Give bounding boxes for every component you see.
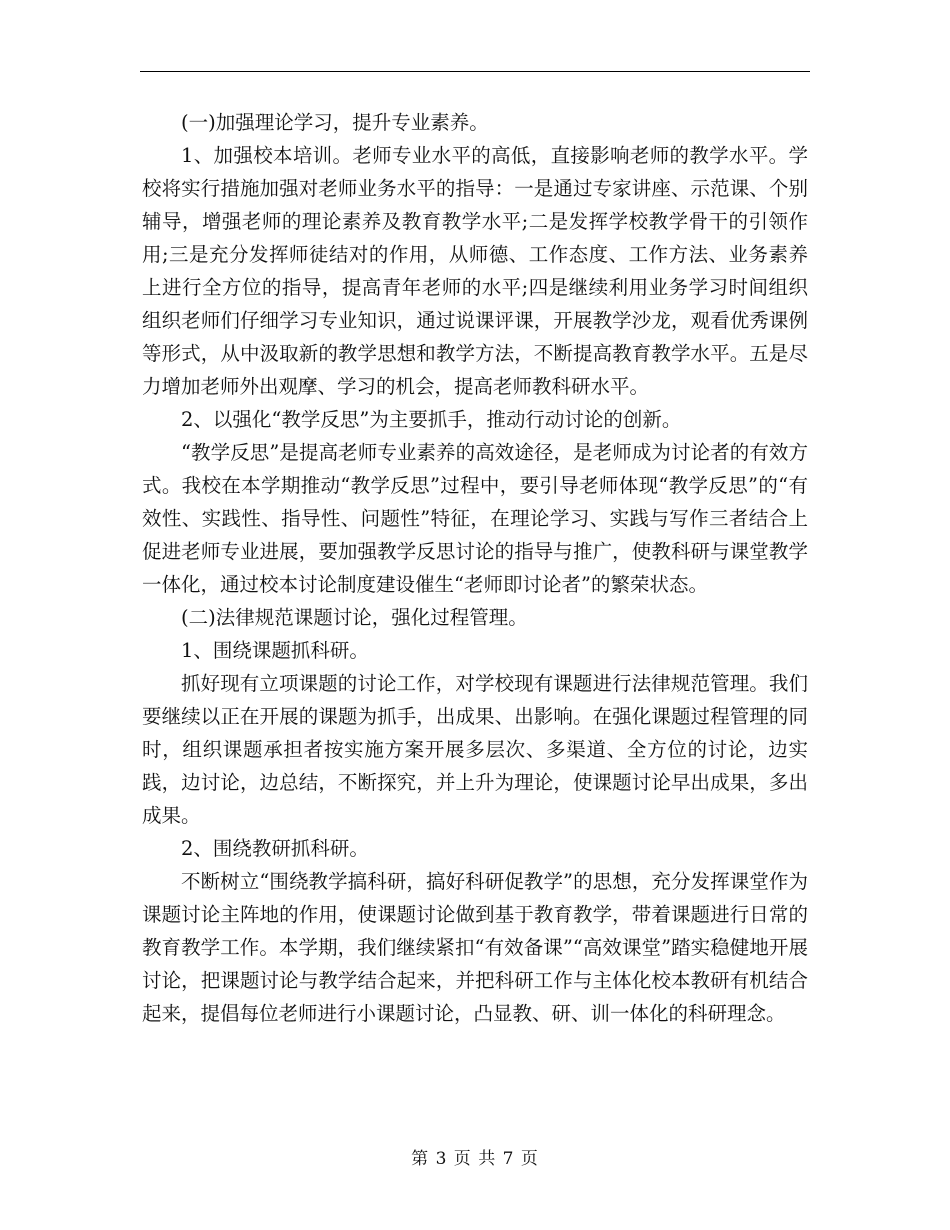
header-rule (140, 71, 810, 72)
page-number: 第 3 页 共 7 页 (411, 1149, 539, 1169)
paragraph-topic-heading: 1、围绕课题抓科研。 (181, 639, 369, 662)
paragraph-research: 不断树立“围绕教学搞科研，搞好科研促教学”的思想，充分发挥课堂作为课题讨论主阵地的作用，使课题讨论做到基于教育教学，带着课题进行日常的教育教学工作。本学期，我们继续紧扣“有效备课”“高效课堂”踏实稳健地开展讨论，把课题讨论与教学结合起来，并把科研工作与主体化校本教研有机结合起来，提倡每位老师进行小课题讨论，凸显教、研、训一体化的科研理念。 (142, 870, 808, 1025)
paragraph-training: 1、加强校本培训。老师专业水平的高低，直接影响老师的教学水平。学校将实行措施加强对老师业务水平的指导：一是通过专家讲座、示范课、个别辅导，增强老师的理论素养及教育教学水平;二是发挥学校教学骨干的引领作用;三是充分发挥师徒结对的作用，从师德、工作态度、工作方法、业务素养上进行全方位的指导，提高青年老师的水平;四是继续利用业务学习时间组织组织老师们仔细学习专业知识，通过说课评课，开展教学沙龙，观看优秀课例等形式，从中汲取新的教学思想和教学方法，不断提高教育教学水平。五是尽力增加老师外出观摩、学习的机会，提高老师教科研水平。 (142, 144, 808, 398)
paragraph-topic: 抓好现有立项课题的讨论工作，对学校现有课题进行法律规范管理。我们要继续以正在开展的课题为抓手，出成果、出影响。在强化课题过程管理的同时，组织课题承担者按实施方案开展多层次、多渠道、全方位的讨论，边实践，边讨论，边总结，不断探究，并上升为理论，使课题讨论早出成果，多出成果。 (142, 672, 808, 827)
section-heading-1: (一)加强理论学习，提升专业素养。 (181, 111, 489, 134)
document-body (142, 106, 808, 1030)
paragraph-reflection: “教学反思”是提高老师专业素养的高效途径，是老师成为讨论者的有效方式。我校在本学期推动“教学反思”过程中，要引导老师体现“教学反思”的“有效性、实践性、指导性、问题性”特征，在理论学习、实践与写作三者结合上促进老师专业进展，要加强教学反思讨论的指导与推广，使教科研与课堂教学一体化，通过校本讨论制度建设催生“老师即讨论者”的繁荣状态。 (142, 441, 808, 596)
paragraph-reflection-heading: 2、以强化“教学反思”为主要抓手，推动行动讨论的创新。 (181, 408, 682, 431)
section-heading-2: (二)法律规范课题讨论，强化过程管理。 (181, 606, 528, 629)
paragraph-research-heading: 2、围绕教研抓科研。 (181, 837, 369, 860)
